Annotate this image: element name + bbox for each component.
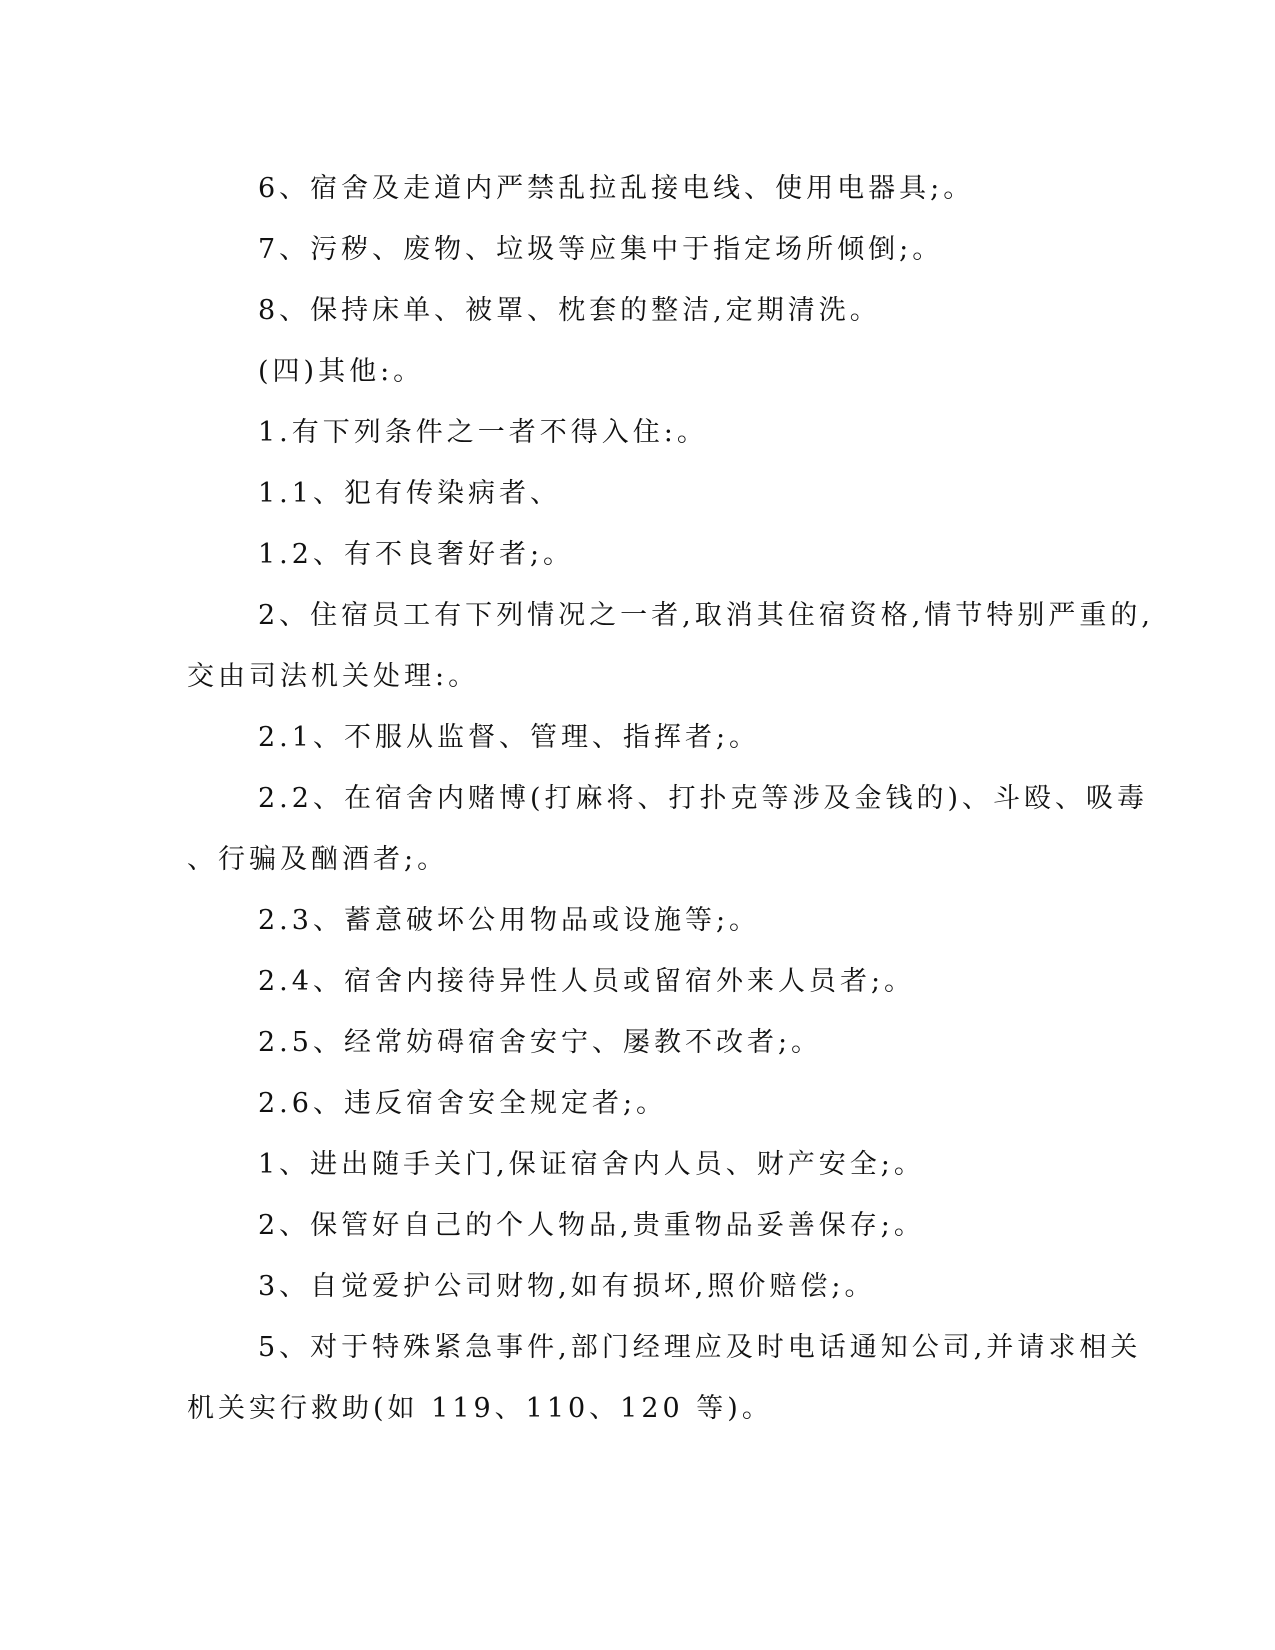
paragraph-line: 2.1、不服从监督、管理、指挥者;。 bbox=[258, 722, 761, 753]
paragraph-line: 2.5、经常妨碍宿舍安宁、屡教不改者;。 bbox=[258, 1027, 823, 1058]
paragraph-line: 2.4、宿舍内接待异性人员或留宿外来人员者;。 bbox=[258, 966, 916, 997]
paragraph-line: 2.6、违反宿舍安全规定者;。 bbox=[258, 1088, 668, 1119]
paragraph-line: 8、保持床单、被罩、枕套的整洁,定期清洗。 bbox=[258, 295, 881, 326]
paragraph-line: 2、保管好自己的个人物品,贵重物品妥善保存;。 bbox=[258, 1210, 925, 1241]
paragraph-line: 2.2、在宿舍内赌博(打麻将、打扑克等涉及金钱的)、斗殴、吸毒 bbox=[258, 783, 1149, 814]
paragraph-line: 1、进出随手关门,保证宿舍内人员、财产安全;。 bbox=[258, 1149, 925, 1180]
paragraph-line: 2.3、蓄意破坏公用物品或设施等;。 bbox=[258, 905, 761, 936]
paragraph-line: 6、宿舍及走道内严禁乱拉乱接电线、使用电器具;。 bbox=[258, 173, 975, 204]
section-heading: (四)其他:。 bbox=[258, 356, 425, 387]
paragraph-line: 5、对于特殊紧急事件,部门经理应及时电话通知公司,并请求相关 bbox=[258, 1332, 1142, 1363]
paragraph-line: 2、住宿员工有下列情况之一者,取消其住宿资格,情节特别严重的, bbox=[258, 600, 1154, 631]
paragraph-line: 交由司法机关处理:。 bbox=[187, 661, 480, 692]
paragraph-line: 1.有下列条件之一者不得入住:。 bbox=[258, 417, 708, 448]
document-body bbox=[187, 158, 1154, 1439]
paragraph-line: 机关实行救助(如 119、110、120 等)。 bbox=[187, 1393, 773, 1424]
paragraph-line: 1.2、有不良奢好者;。 bbox=[258, 539, 575, 570]
paragraph-line: 、行骗及酗酒者;。 bbox=[187, 844, 449, 875]
paragraph-line: 7、污秽、废物、垃圾等应集中于指定场所倾倒;。 bbox=[258, 234, 944, 265]
paragraph-line: 3、自觉爱护公司财物,如有损坏,照价赔偿;。 bbox=[258, 1271, 876, 1302]
paragraph-line: 1.1、犯有传染病者、 bbox=[258, 478, 561, 509]
